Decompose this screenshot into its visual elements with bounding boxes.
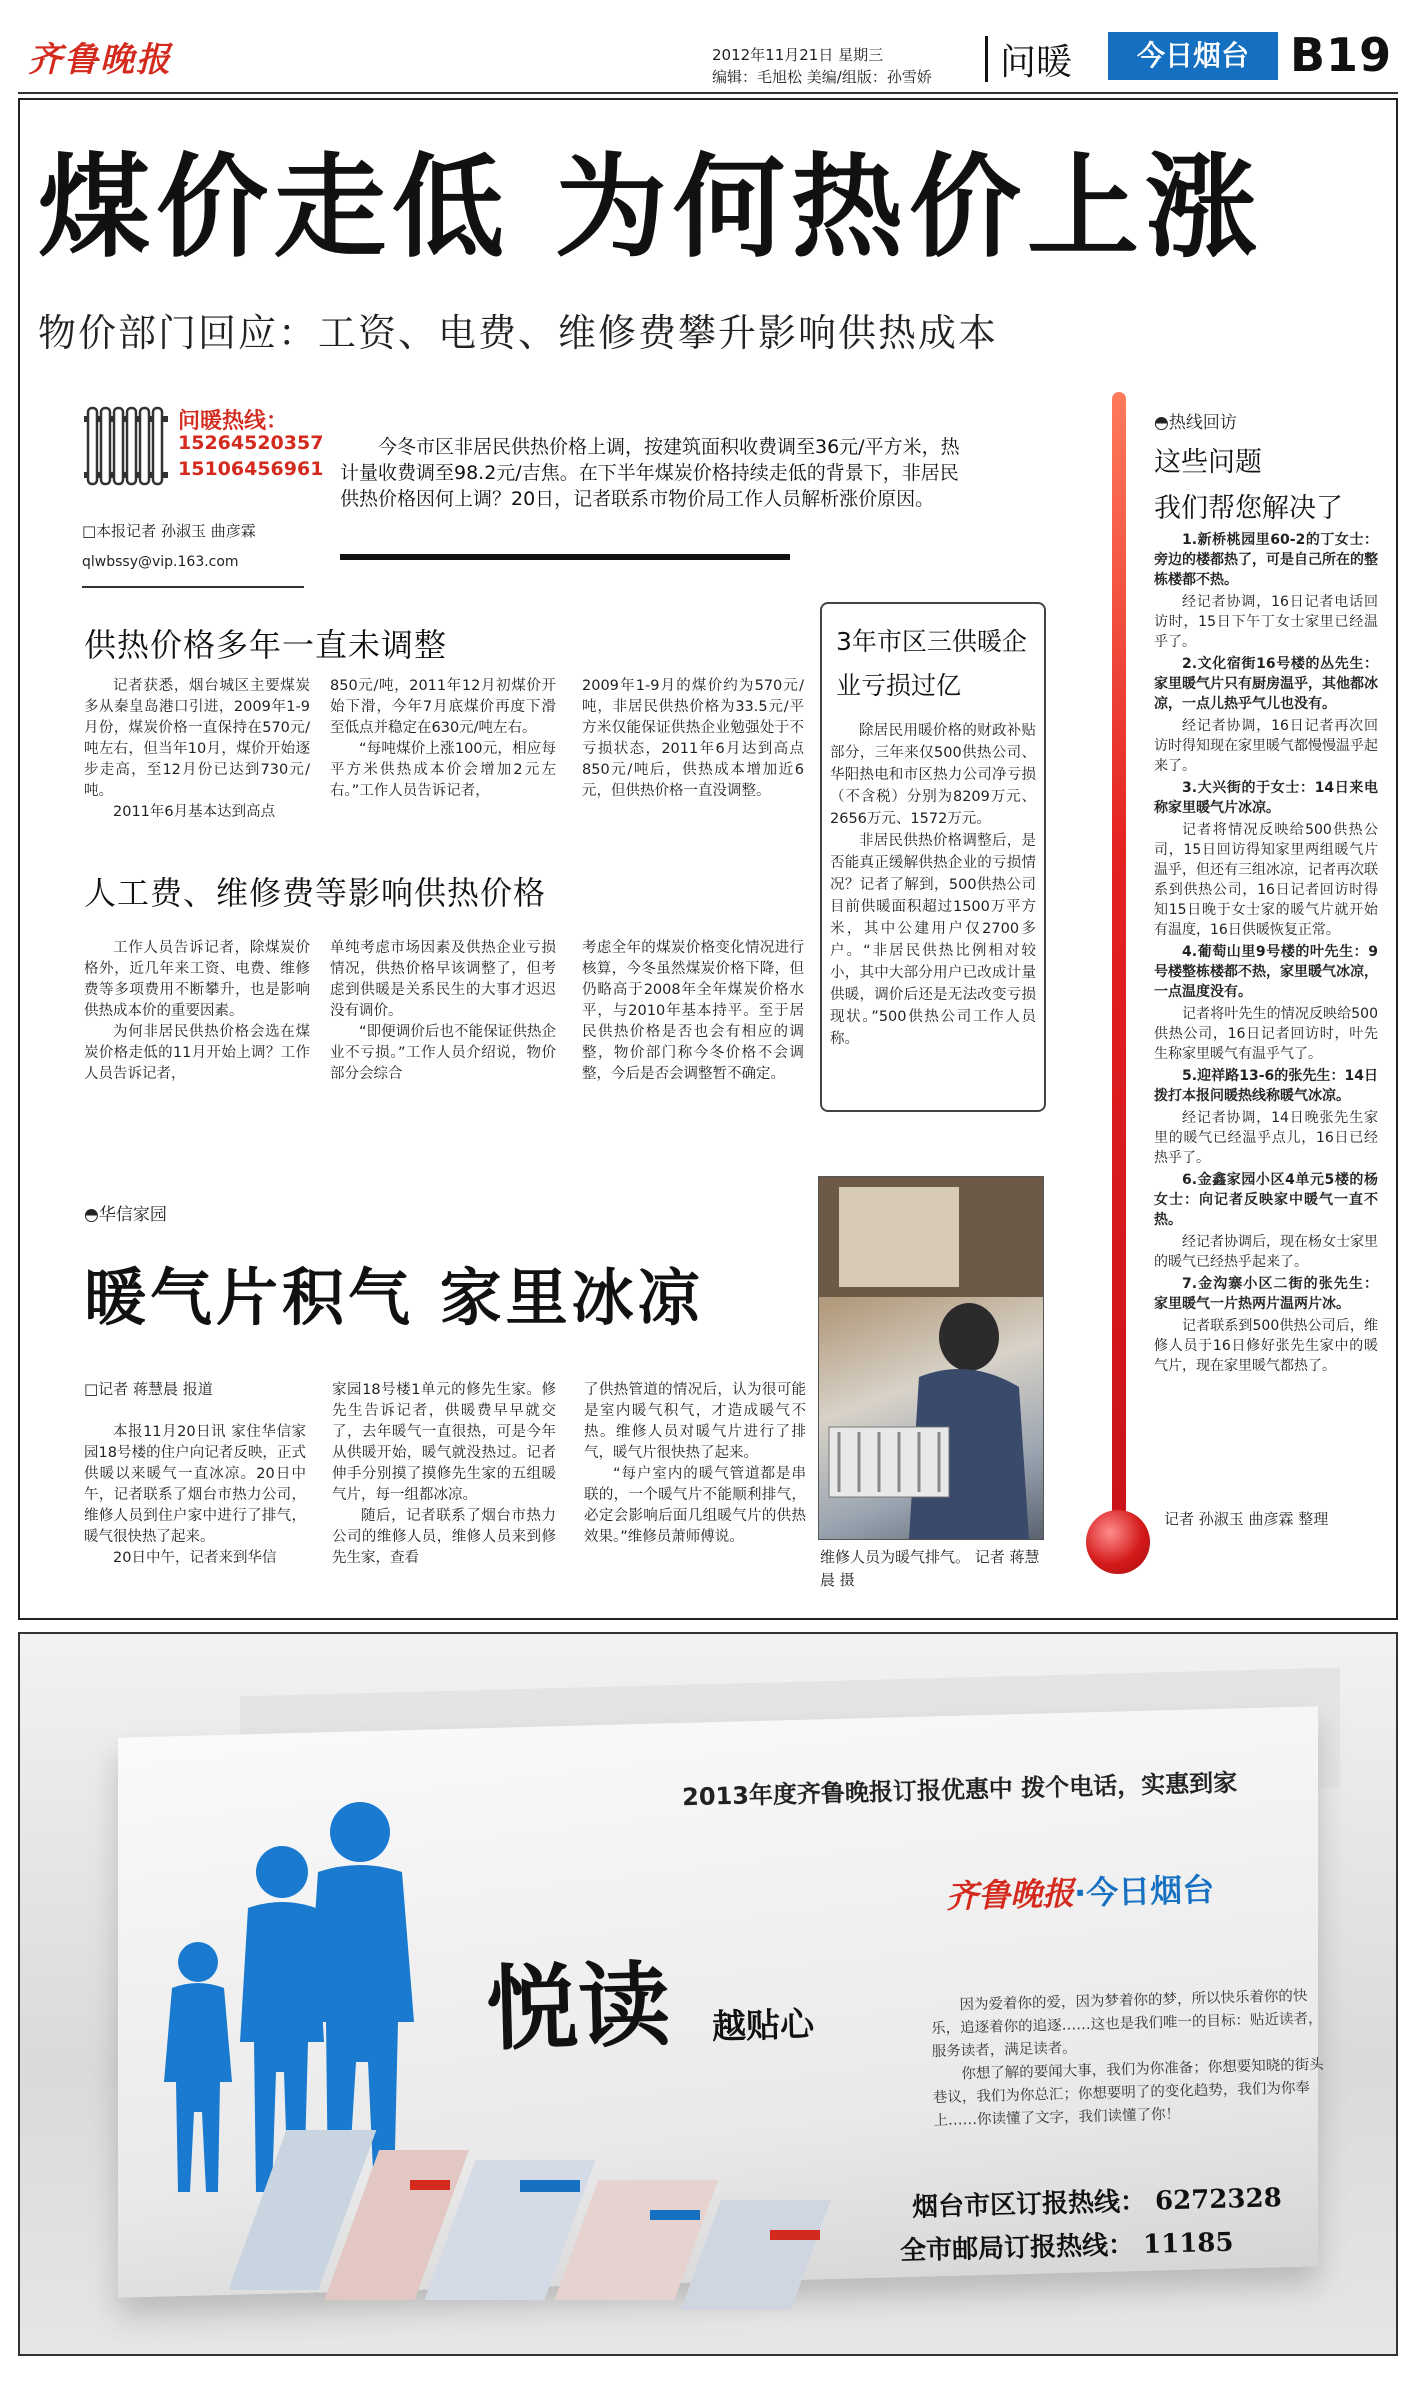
hotline-number-2: 15106456961	[178, 458, 324, 480]
feedback-question: 4.葡萄山里9号楼的叶先生：9号楼整栋楼都不热，家里暖气冰凉，一点温度没有。	[1154, 944, 1378, 1000]
paragraph: 2009年1-9月的煤价约为570元/吨，非居民供热价格为33.5元/平方米仅能保证供热企业勉强处于不亏损状态，2011年6月达到高点850元/吨后，供热成本增加近6元，但供热价格一直没调整。	[582, 678, 804, 799]
feedback-question: 6.金鑫家园小区4单元5楼的杨女士：向记者反映家中暖气一直不热。	[1154, 1172, 1378, 1228]
edition-badge: 今日烟台	[1108, 32, 1278, 80]
masthead-rule	[18, 92, 1398, 94]
ad-logo-suffix: ·今日烟台	[1073, 1870, 1215, 1913]
feedback-answer: 记者联系到500供热公司后，维修人员于16日修好张先生家中的暖气片，现在家里暖气都热了。	[1154, 1318, 1378, 1374]
main-headline: 煤价走低 为何热价上涨	[38, 143, 1263, 273]
section2-col3	[582, 938, 804, 1085]
ad-big-title: 悦读	[484, 1950, 672, 2064]
ad-copy	[930, 1985, 1325, 2133]
huaxin-tag: ◓华信家园	[84, 1205, 167, 1225]
feedback-question: 7.金沟寨小区二街的张先生：家里暖气一片热两片温两片冰。	[1154, 1276, 1378, 1312]
huaxin-col3	[584, 1380, 806, 1548]
paragraph: 为何非居民供热价格会选在煤炭价格走低的11月开始上调？工作人员告诉记者，	[84, 1024, 310, 1082]
feedback-title	[1154, 440, 1343, 532]
feedback-question: 3.大兴街的于女士：14日来电称家里暖气片冰凉。	[1154, 780, 1378, 816]
ad-hotline-post: 全市邮局订报热线： 11185	[899, 2227, 1234, 2267]
masthead-logo: 齐鲁晚报	[28, 40, 172, 80]
repair-photo-illustration	[819, 1177, 1043, 1539]
paragraph: “每吨煤价上涨100元，相应每平方米供热成本价会增加2元左右。”工作人员告诉记者，	[330, 741, 556, 799]
section2-col1	[84, 938, 310, 1085]
section2-title: 人工费、维修费等影响供热价格	[84, 874, 547, 912]
feedback-answer: 经记者协调，14日晚张先生家里的暖气已经温乎点儿，16日已经热乎了。	[1154, 1110, 1378, 1166]
sidebar-body	[830, 720, 1036, 1050]
paragraph: 非居民供热价格调整后，是否能真正缓解供热企业的亏损情况？记者了解到，500供热公司目前供暖面积超过1500万平方米，其中公建用户仅2700多户。“非居民供热比例相对较小，其中大部分用户已改成计量供暖，调价后还是无法改变亏损现状。”500供热公司工作人员称。	[830, 833, 1036, 1047]
hotline-number-1: 15264520357	[178, 432, 324, 454]
section1-col2	[330, 676, 556, 802]
masthead-meta	[712, 44, 932, 88]
thermometer-graphic	[1112, 392, 1126, 1544]
paragraph: 记者获悉，烟台城区主要煤炭多从秦皇岛港口引进，2009年1-9月份，煤炭价格一直保持在570元/吨左右，但当年10月，煤价开始逐步走高，至12月份已达到730元/吨。	[84, 678, 310, 799]
paragraph: 单纯考虑市场因素及供热企业亏损情况，供热价格早该调整了，但考虑到供暖是关系民生的大事才迟迟没有调价。	[330, 940, 556, 1019]
ad-hotline-city: 烟台市区订报热线： 6272328	[911, 2183, 1283, 2223]
section1-col3	[582, 676, 804, 802]
feedback-question: 2.文化宿街16号楼的丛先生：家里暖气片只有厨房温乎，其他都冰凉，一点儿热乎气儿也没有。	[1154, 656, 1378, 712]
paragraph: 随后，记者联系了烟台市热力公司的维修人员，维修人员来到修先生家，查看	[332, 1508, 556, 1566]
feedback-answer: 经记者协调后，现在杨女士家里的暖气已经热乎起来了。	[1154, 1234, 1378, 1270]
feedback-answer: 记者将叶先生的情况反映给500供热公司，16日记者回访时，叶先生称家里暖气有温乎气了。	[1154, 1006, 1378, 1062]
huaxin-col2	[332, 1380, 556, 1569]
editor-line: 编辑：毛旭松 美编/组版：孙雪娇	[712, 68, 932, 86]
feedback-title-line2: 我们帮您解决了	[1154, 493, 1343, 524]
sidebar-title: 3年市区三供暖企业亏损过亿	[836, 627, 1027, 700]
section1-col1	[84, 676, 310, 823]
masthead-divider	[985, 36, 988, 82]
feedback-question: 5.迎祥路13-6的张先生：14日拨打本报问暖热线称暖气冰凉。	[1154, 1068, 1378, 1104]
reporter-byline: □本报记者 孙淑玉 曲彦霖	[82, 522, 256, 540]
paragraph: 因为爱着你的爱，因为梦着你的梦，所以快乐着你的快乐，追逐着你的追逐……这也是我们唯一的目标：贴近读者，服务读者，满足读者。	[930, 1988, 1323, 2061]
ad-slogan: 2013年度齐鲁晚报订报优惠中 拨个电话，实惠到家	[681, 1768, 1238, 1812]
paragraph: 工作人员告诉记者，除煤炭价格外，近几年来工资、电费、维修费等多项费用不断攀升，也是影响供热成本价的重要因素。	[84, 940, 310, 1019]
feedback-answer: 经记者协调，16日记者电话回访时，15日下午丁女士家里已经温乎了。	[1154, 594, 1378, 650]
main-subheadline: 物价部门回应：工资、电费、维修费攀升影响供热成本	[38, 311, 999, 355]
paragraph: 考虑全年的煤炭价格变化情况进行核算，今冬虽然煤炭价格下降，但仍略高于2008年全年煤炭价格水平，与2010年基本持平。至于居民供热价格是否也会有相应的调整，物价部门称今冬价格不会调整，今后是否会调整暂不确定。	[582, 940, 804, 1082]
lead-rule	[340, 554, 790, 560]
feedback-tag: ◓热线回访	[1154, 413, 1237, 433]
section1-title: 供热价格多年一直未调整	[84, 626, 448, 664]
byline-rule	[82, 586, 304, 588]
paragraph: “即便调价后也不能保证供热企业不亏损。”工作人员介绍说，物价部分会综合	[330, 1024, 556, 1082]
date-line: 2012年11月21日 星期三	[712, 46, 884, 64]
feedback-list	[1154, 530, 1378, 1378]
paragraph: 你想了解的要闻大事，我们为你准备；你想要知晓的街头巷议，我们为你总汇；你想要明了的变化趋势，我们为你奉上……你读懂了文字，我们读懂了你！	[932, 2056, 1324, 2130]
paragraph: 了供热管道的情况后，认为很可能是室内暖气积气，才造成暖气不热。维修人员对暖气片进行了排气，暖气片很快热了起来。	[584, 1382, 806, 1461]
feedback-answer: 记者将情况反映给500供热公司，15日回访得知家里两组暖气片温乎，但还有三组冰凉，记者再次联系到供热公司，16日记者回访时得知15日晚于女士家的暖气片就开始有温度，16日供暖恢复正常。	[1154, 822, 1378, 938]
paragraph: 2011年6月基本达到高点	[113, 804, 276, 820]
section2-col2	[330, 938, 556, 1085]
ad-logo	[945, 1864, 1214, 1917]
paragraph: “每户室内的暖气管道都是串联的，一个暖气片不能顺利排气，必定会影响后面几组暖气片的供热效果。”维修员萧师傅说。	[584, 1466, 806, 1545]
ad-small-title: 越贴心	[711, 2004, 815, 2048]
huaxin-tag-label: 华信家园	[98, 1205, 167, 1225]
page-number: B19	[1290, 28, 1393, 82]
newspaper-clippings	[230, 2120, 950, 2320]
thermometer-bulb	[1086, 1510, 1150, 1574]
feedback-title-line1: 这些问题	[1154, 447, 1262, 478]
huaxin-col1	[84, 1422, 306, 1569]
hotline-label: 问暖热线：	[178, 409, 289, 434]
repair-photo	[818, 1176, 1044, 1540]
feedback-question: 1.新桥桃园里60-2的丁女士：旁边的楼都热了，可是自己所在的整栋楼都不热。	[1154, 532, 1378, 588]
paragraph: 20日中午，记者来到华信	[113, 1550, 277, 1566]
feedback-answer: 经记者协调，16日记者再次回访时得知现在家里暖气都慢慢温乎起来了。	[1154, 718, 1378, 774]
paragraph: 本报11月20日讯 家住华信家园18号楼的住户向记者反映，正式供暖以来暖气一直冰凉。20日中午，记者联系了烟台市热力公司，维修人员到住户家中进行了排气，暖气很快热了起来。	[84, 1424, 306, 1545]
paragraph: 850元/吨，2011年12月初煤价开始下滑，今年7月底煤价再度下滑至低点并稳定在630元/吨左右。	[330, 678, 556, 736]
lead-paragraph: 今冬市区非居民供热价格上调，按建筑面积收费调至36元/平方米，热计量收费调至98.2元/吉焦。在下半年煤炭价格持续走低的背景下，非居民供热价格因何上调？20日，记者联系市物价局工作人员解析涨价原因。	[340, 436, 960, 510]
radiator-icon	[82, 402, 170, 488]
paragraph: 家园18号楼1单元的修先生家。修先生告诉记者，供暖费早早就交了，去年暖气一直很热，可是今年从供暖开始，暖气就没热过。记者伸手分别摸了摸修先生家的五组暖气片，每一组都冰凉。	[332, 1382, 556, 1503]
ad-logo-main: 齐鲁晚报	[945, 1874, 1075, 1916]
section-name: 问暖	[1000, 42, 1073, 83]
photo-caption: 维修人员为暖气排气。 记者 蒋慧晨 摄	[820, 1548, 1040, 1589]
feedback-tag-label: 热线回访	[1168, 413, 1237, 433]
huaxin-byline: □记者 蒋慧晨 报道	[84, 1380, 213, 1398]
feedback-credit: 记者 孙淑玉 曲彦霖 整理	[1164, 1510, 1329, 1528]
reporter-email: qlwbssy@vip.163.com	[82, 554, 239, 570]
huaxin-headline: 暖气片积气 家里冰凉	[84, 1261, 704, 1334]
paragraph: 除居民用暖价格的财政补贴部分，三年来仅500供热公司、华阳热电和市区热力公司净亏损（不含税）分别为8209万元、2656万元、1572万元。	[830, 723, 1036, 827]
